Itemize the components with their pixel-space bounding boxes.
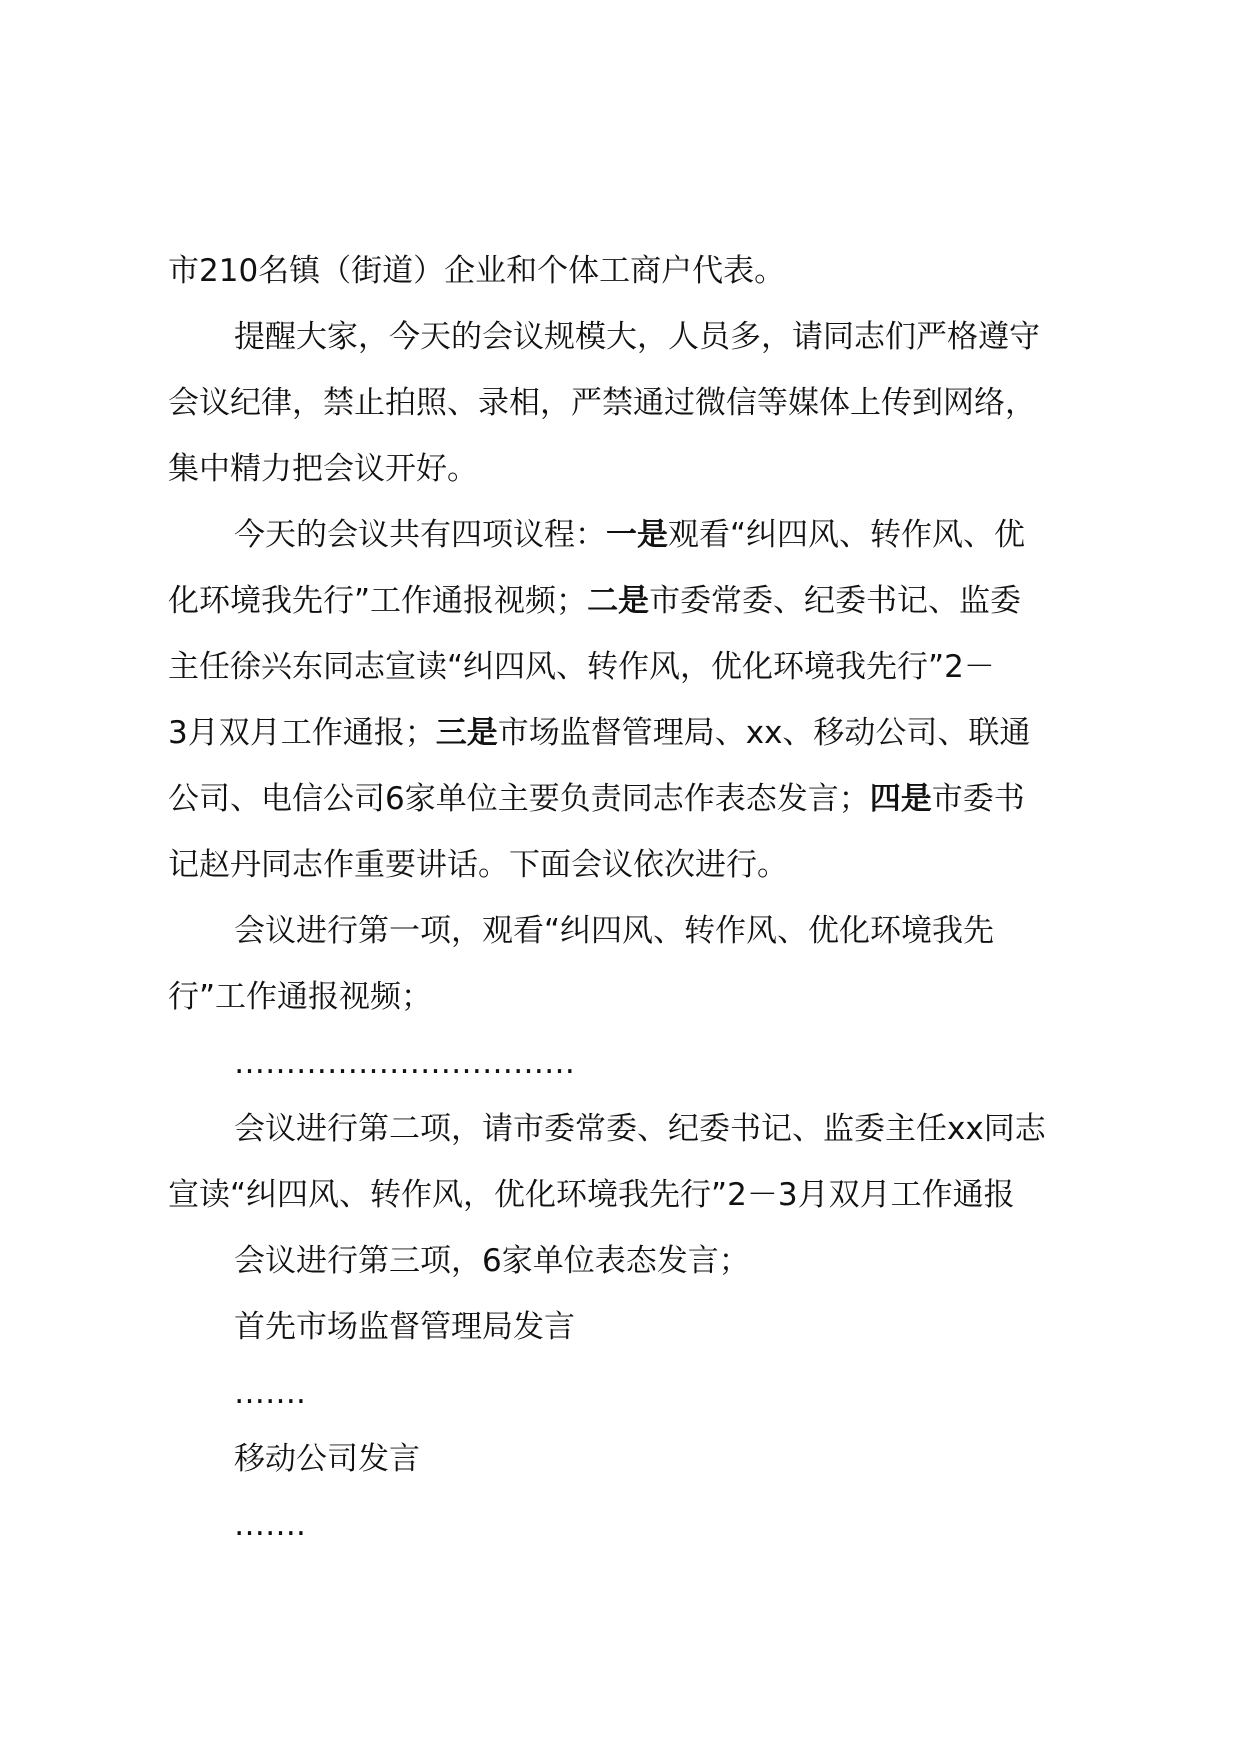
document-page [168, 238, 1118, 1558]
text-line: 首先市场监督管理局发言 [234, 1309, 575, 1345]
text-line: 主任徐兴东同志宣读“纠四风、转作风，优化环境我先行”2－ [168, 649, 995, 685]
text-line: 今天的会议共有四项议程：一是观看“纠四风、转作风、优 [234, 517, 1026, 553]
text-line: 移动公司发言 [234, 1441, 420, 1477]
text-line: 会议纪律，禁止拍照、录相，严禁通过微信等媒体上传到网络， [168, 385, 1036, 421]
text-line: 集中精力把会议开好。 [168, 451, 478, 487]
text-line: 3月双月工作通报；三是市场监督管理局、xx、移动公司、联通 [168, 715, 1031, 751]
text-line: 化环境我先行”工作通报视频；二是市委常委、纪委书记、监委 [168, 583, 1022, 619]
agenda-item-marker: 一是 [606, 517, 668, 553]
text-line: 公司、电信公司6家单位主要负责同志作表态发言；四是市委书 [168, 781, 1025, 817]
text-line: 行”工作通报视频； [168, 979, 433, 1015]
text-line: 会议进行第三项，6家单位表态发言； [234, 1243, 750, 1279]
agenda-item-marker: 二是 [587, 583, 650, 619]
text-line: 市210名镇（街道）企业和个体工商户代表。 [168, 253, 786, 289]
text-line: 会议进行第二项，请市委常委、纪委书记、监委主任xx同志 [234, 1111, 1046, 1147]
text-line: 会议进行第一项，观看“纠四风、转作风、优化环境我先 [234, 913, 995, 949]
text-line: 宣读“纠四风、转作风，优化环境我先行”2－3月双月工作通报 [168, 1177, 1015, 1213]
ellipsis-line: …………………………… [234, 1045, 575, 1081]
ellipsis-line: ……. [234, 1375, 306, 1411]
ellipsis-line: ……. [234, 1507, 306, 1543]
text-line: 提醒大家，今天的会议规模大，人员多，请同志们严格遵守 [234, 319, 1040, 355]
text-line: 记赵丹同志作重要讲话。下面会议依次进行。 [168, 847, 788, 883]
agenda-item-marker: 三是 [435, 715, 498, 751]
agenda-item-marker: 四是 [869, 781, 932, 817]
